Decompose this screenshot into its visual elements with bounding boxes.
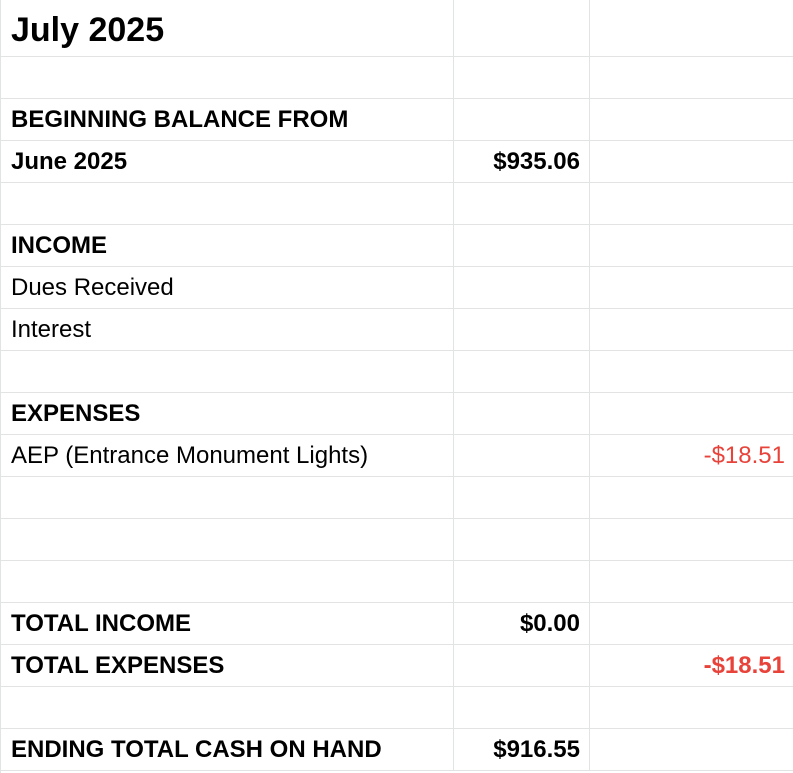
empty-cell[interactable]: [454, 561, 590, 603]
empty-cell[interactable]: [1, 57, 454, 99]
dues-received-cell[interactable]: [1, 267, 454, 309]
beginning-balance-label-cell[interactable]: [1, 99, 454, 141]
beginning-balance-month: June 2025: [11, 148, 128, 175]
beginning-balance-month-cell[interactable]: [1, 141, 454, 183]
expense-aep-value-cell[interactable]: [590, 435, 793, 477]
expense-aep-label-cell[interactable]: [1, 435, 454, 477]
empty-cell[interactable]: [590, 603, 793, 645]
ending-cash-value: $916.55: [493, 736, 580, 763]
empty-cell[interactable]: [454, 435, 590, 477]
empty-cell[interactable]: [1, 519, 454, 561]
total-expenses-value-cell[interactable]: [590, 645, 793, 687]
total-income-value: $0.00: [519, 610, 580, 637]
empty-cell[interactable]: [454, 687, 590, 729]
empty-cell[interactable]: [590, 99, 793, 141]
total-income-value-cell[interactable]: [454, 603, 590, 645]
empty-cell[interactable]: [1, 561, 454, 603]
empty-cell[interactable]: [454, 57, 590, 99]
empty-cell[interactable]: [454, 393, 590, 435]
empty-cell[interactable]: [454, 99, 590, 141]
total-expenses-label-cell[interactable]: [1, 645, 454, 687]
sheet-title-cell[interactable]: [1, 0, 454, 57]
empty-cell[interactable]: [590, 519, 793, 561]
empty-cell[interactable]: [590, 225, 793, 267]
empty-cell[interactable]: [454, 477, 590, 519]
total-expenses-value: -$18.51: [703, 652, 785, 679]
empty-cell[interactable]: [590, 309, 793, 351]
empty-cell[interactable]: [590, 393, 793, 435]
empty-cell[interactable]: [590, 561, 793, 603]
sheet-title: July 2025: [11, 11, 165, 49]
empty-cell[interactable]: [1, 477, 454, 519]
empty-cell[interactable]: [590, 729, 793, 771]
empty-cell[interactable]: [590, 477, 793, 519]
beginning-balance-label: BEGINNING BALANCE FROM: [11, 106, 349, 133]
empty-cell[interactable]: [454, 309, 590, 351]
ending-cash-label: ENDING TOTAL CASH ON HAND: [11, 736, 382, 763]
empty-cell[interactable]: [454, 645, 590, 687]
expense-aep-value: -$18.51: [703, 442, 785, 469]
beginning-balance-value-cell[interactable]: [454, 141, 590, 183]
expenses-header: EXPENSES: [11, 400, 141, 427]
empty-cell[interactable]: [590, 183, 793, 225]
empty-cell[interactable]: [590, 0, 793, 57]
ending-cash-value-cell[interactable]: [454, 729, 590, 771]
empty-cell[interactable]: [454, 351, 590, 393]
empty-cell[interactable]: [590, 141, 793, 183]
expense-aep-label: AEP (Entrance Monument Lights): [11, 442, 369, 469]
ending-cash-label-cell[interactable]: [1, 729, 454, 771]
total-income-label-cell[interactable]: [1, 603, 454, 645]
empty-cell[interactable]: [454, 267, 590, 309]
empty-cell[interactable]: [454, 183, 590, 225]
empty-cell[interactable]: [1, 351, 454, 393]
dues-received-label: Dues Received: [11, 274, 174, 301]
empty-cell[interactable]: [1, 183, 454, 225]
beginning-balance-value: $935.06: [493, 148, 580, 175]
expenses-header-cell[interactable]: [1, 393, 454, 435]
empty-cell[interactable]: [454, 0, 590, 57]
empty-cell[interactable]: [1, 687, 454, 729]
interest-cell[interactable]: [1, 309, 454, 351]
total-expenses-label: TOTAL EXPENSES: [11, 652, 225, 679]
income-header-cell[interactable]: [1, 225, 454, 267]
empty-cell[interactable]: [590, 687, 793, 729]
income-header: INCOME: [11, 232, 107, 259]
empty-cell[interactable]: [590, 267, 793, 309]
interest-label: Interest: [11, 316, 92, 343]
empty-cell[interactable]: [590, 57, 793, 99]
empty-cell[interactable]: [454, 519, 590, 561]
empty-cell[interactable]: [454, 225, 590, 267]
total-income-label: TOTAL INCOME: [11, 610, 191, 637]
empty-cell[interactable]: [590, 351, 793, 393]
